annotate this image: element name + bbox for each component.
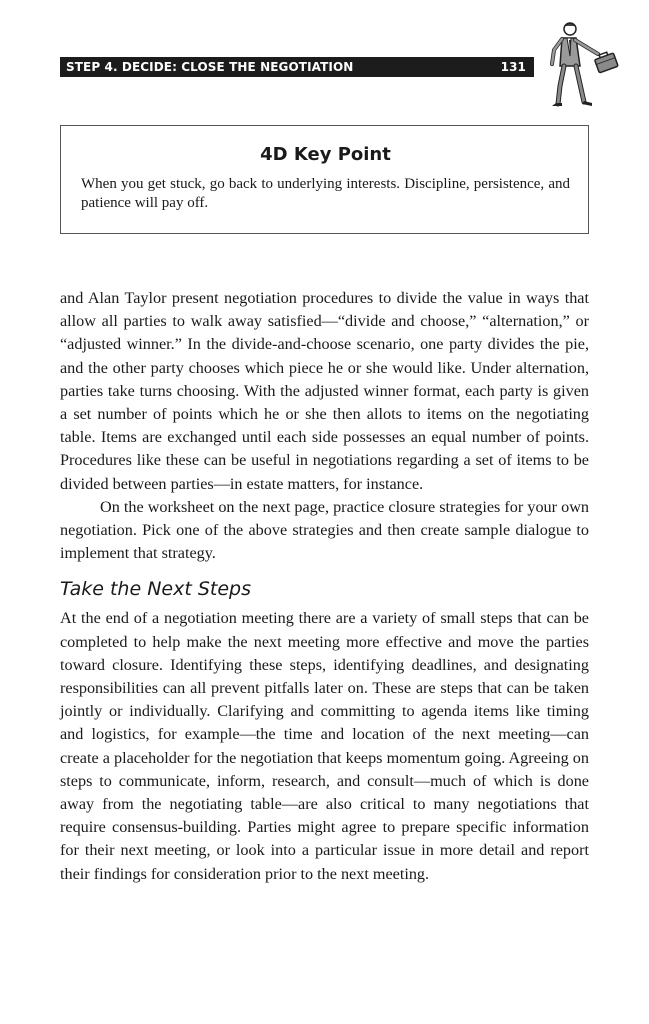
- key-point-title: 4D Key Point: [260, 144, 391, 165]
- running-header: [60, 57, 534, 77]
- key-point-text: When you get stuck, go back to underlying interests. Discipline, persistence, and patience will pay off.: [81, 176, 570, 211]
- businessman-with-briefcase-icon: [540, 20, 620, 112]
- paragraph-1: and Alan Taylor present negotiation procedures to divide the value in ways that allow all parties to walk away satisfied—“divide and choose,” “alternation,” or “adjusted winner.” In the divide-and-choose scenario, one party divides the pie, and the other party chooses which piece he or she would like. Under alternation, parties take turns choosing. With the adjusted winner format, each party is given a set number of points which he or she then allots to items on the negotiating table. Items are exchanged until each side possesses an equal number of points. Procedures like these can be useful in negotiations regarding a set of items to be divided between parties—in estate matters, for instance.: [60, 289, 589, 493]
- running-head-title: STEP 4. DECIDE: CLOSE THE NEGOTIATION: [66, 60, 354, 74]
- key-point-box: [60, 125, 589, 234]
- paragraph-2: On the worksheet on the next page, practice closure strategies for your own negotiation. Pick one of the above strategies and then create sample dialogue to implement that strategy.: [60, 497, 589, 563]
- section-heading: Take the Next Steps: [60, 578, 252, 601]
- page-number: 131: [500, 60, 526, 74]
- body-text: [60, 287, 589, 886]
- paragraph-3: At the end of a negotiation meeting there are a variety of small steps that can be completed to help make the next meeting more effective and move the parties toward closure. Identifying these steps, identifying deadlines, and designating responsibilities can all prevent pitfalls later on. These are steps that can be taken jointly or individually. Clarifying and committing to agenda items like timing and logistics, for example—the time and location of the next meeting—can create a placeholder for the negotiation that keeps momentum going. Agreeing on steps to communicate, inform, research, and consult—much of which is done away from the negotiating table—are also critical to many negotiations that require consensus-building. Parties might agree to prepare specific information for their next meeting, or look into a particular issue in more detail and report their findings for consideration prior to the next meeting.: [60, 609, 589, 883]
